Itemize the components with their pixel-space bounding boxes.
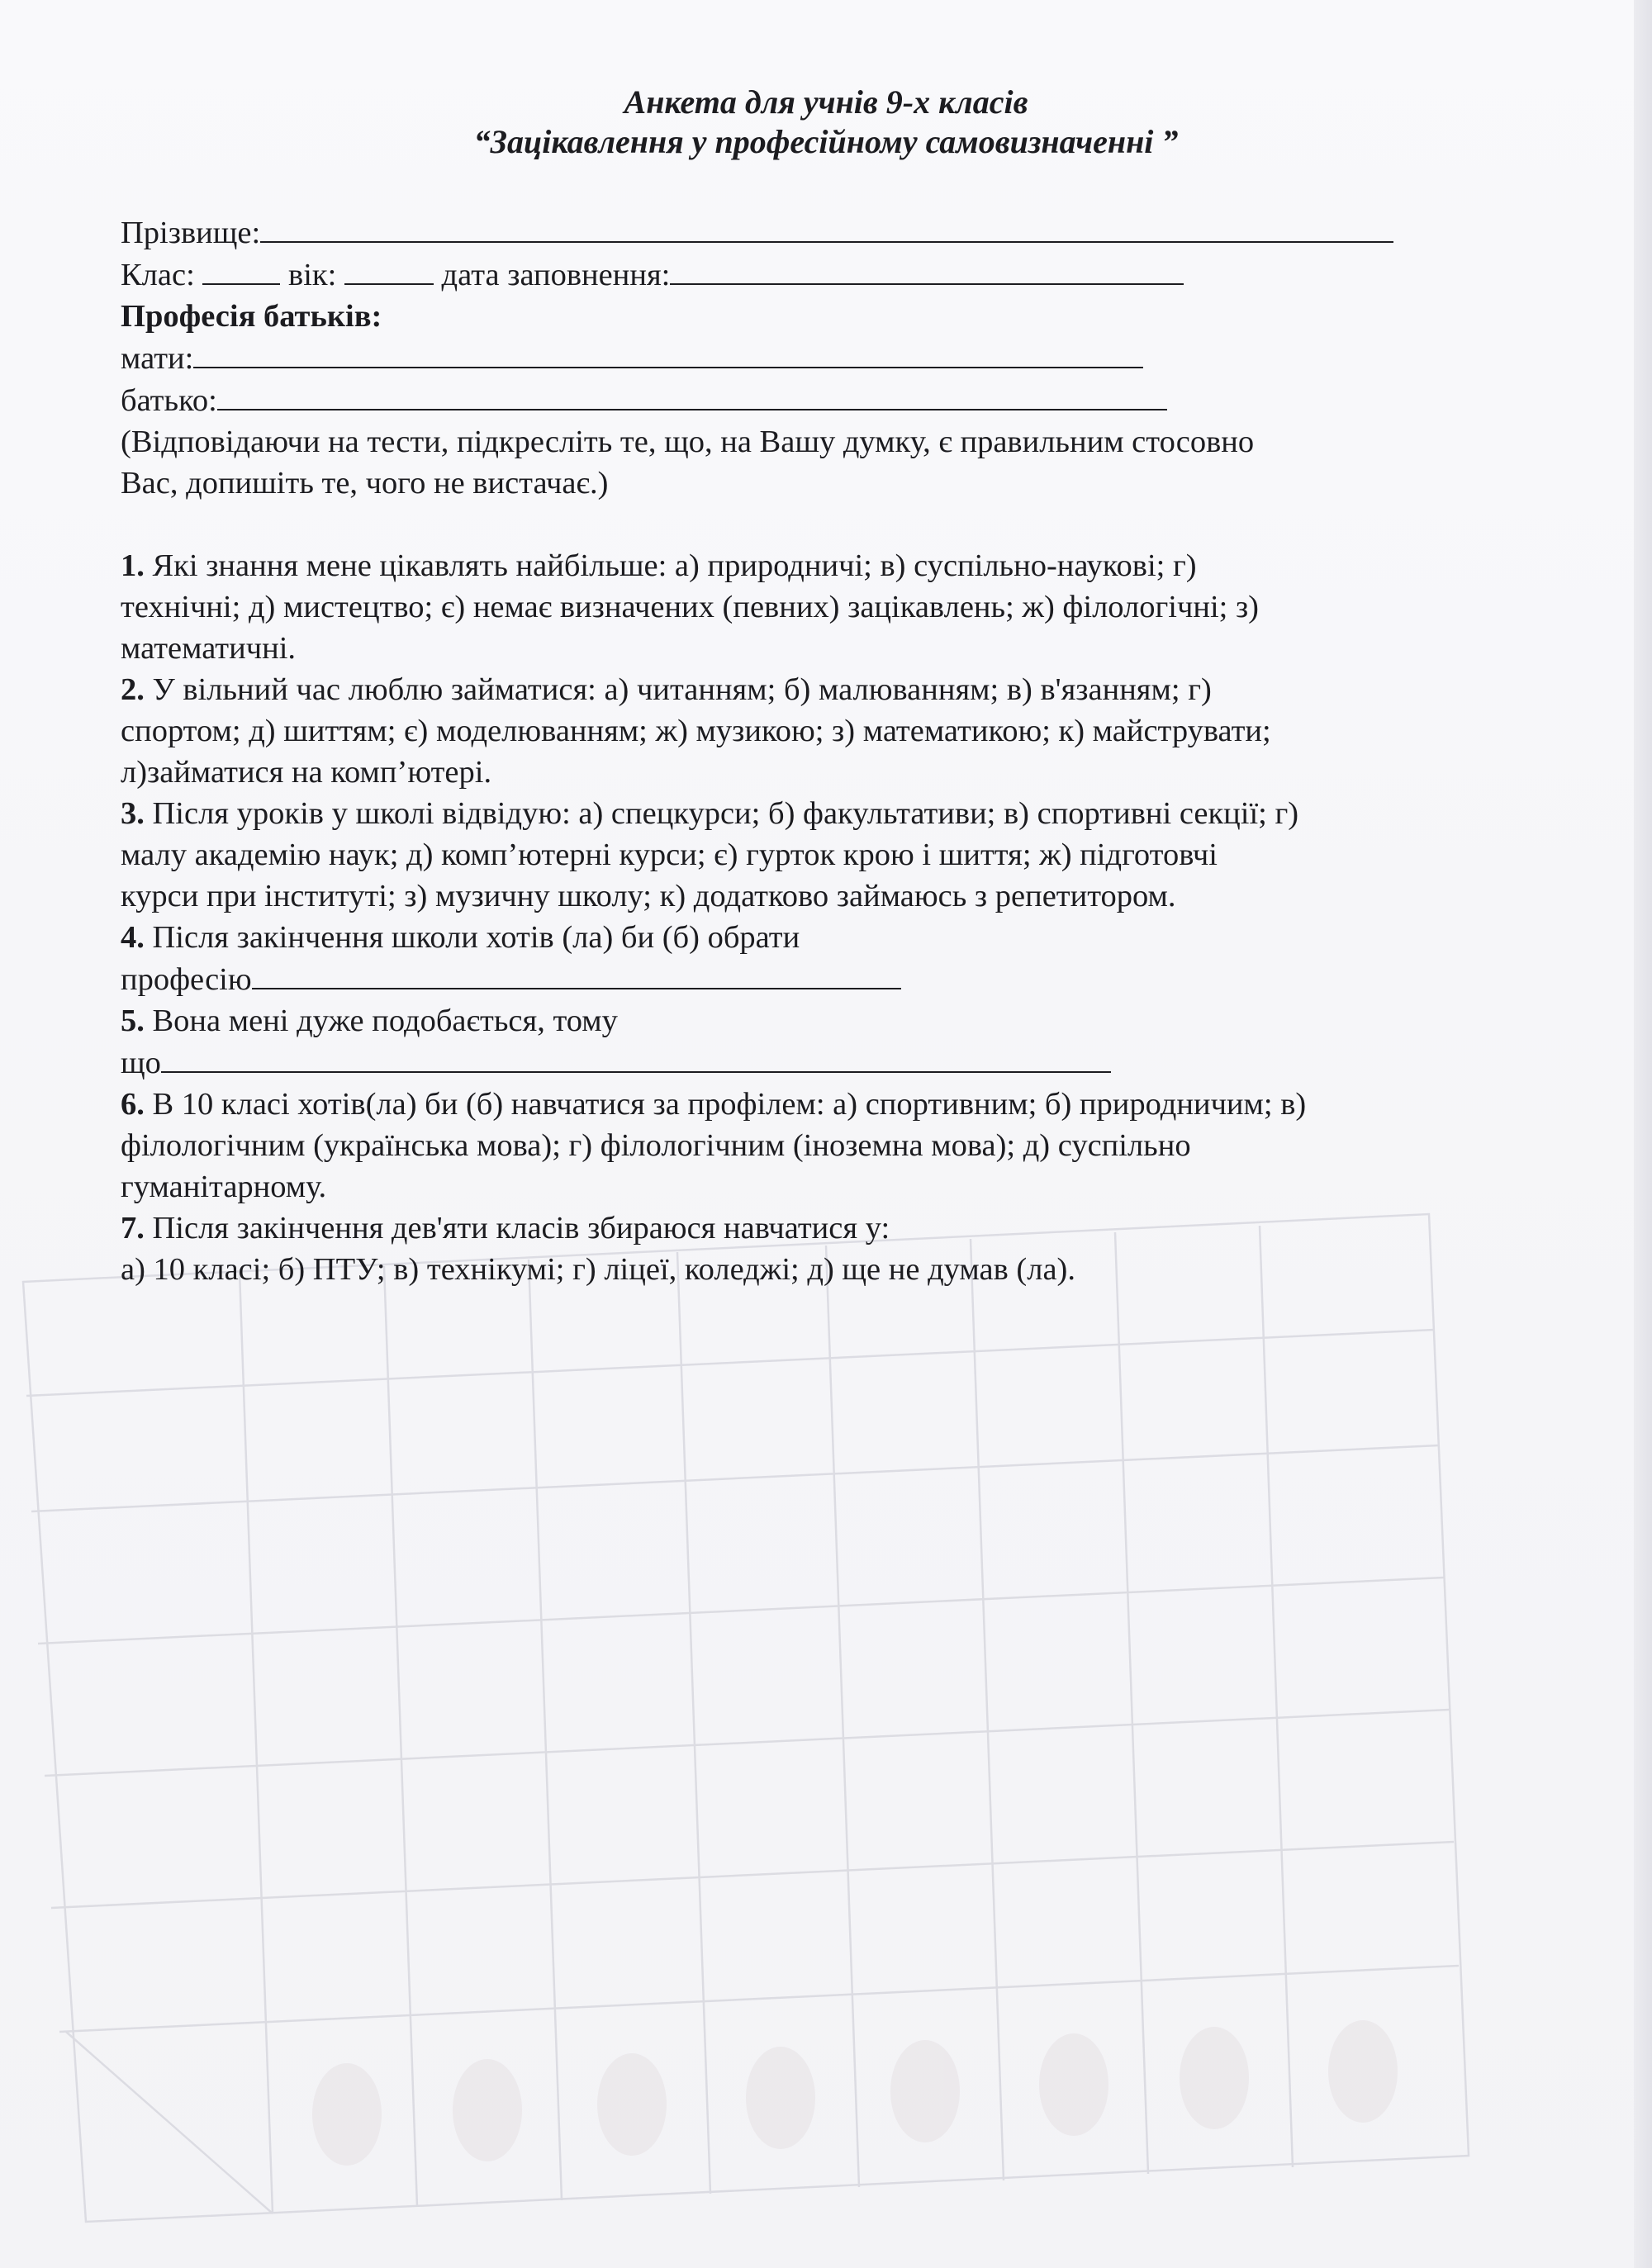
question-number: 7. [121, 1211, 145, 1246]
form-body [121, 211, 1558, 1290]
question-line: гуманітарному. [121, 1170, 327, 1204]
question-line: л)займатися на комп’ютері. [121, 755, 492, 790]
question-line: математичні. [121, 631, 297, 666]
question-line: курси при інституті; з) музичну школу; к) додатково займаюсь з репетитором. [121, 879, 1176, 913]
profession-field[interactable] [252, 958, 901, 989]
class-age-date-row [121, 254, 1558, 296]
age-field[interactable] [344, 254, 434, 285]
parents-heading: Професія батьків: [121, 299, 382, 334]
instructions-line: (Відповідаючи на тести, підкресліть те, що, на Вашу думку, є правильним стосовно [121, 425, 1255, 459]
surname-label: Прізвище: [121, 216, 261, 250]
mother-row [121, 337, 1558, 379]
question-number: 4. [121, 920, 145, 955]
age-label: вік: [288, 258, 337, 292]
mother-field[interactable] [193, 337, 1143, 368]
surname-row [121, 211, 1558, 254]
question-number: 6. [121, 1087, 145, 1122]
father-label: батько: [121, 383, 217, 418]
question-4: 4. Після закінчення школи хотів (ла) би (б) обрати [121, 920, 800, 955]
form-title: Анкета для учнів 9-х класів [624, 83, 1028, 121]
surname-field[interactable] [260, 211, 1393, 243]
question-number: 5. [121, 1004, 145, 1038]
instructions-line: Вас, допишіть те, чого не вистачає.) [121, 466, 609, 501]
question-number: 3. [121, 796, 145, 831]
class-label: Клас: [121, 258, 195, 292]
question-7: 7. Після закінчення дев'яти класів збираюся навчатися у: [121, 1211, 890, 1246]
question-line: спортом; д) шиттям; є) моделюванням; ж) музикою; з) математикою; к) майструвати; [121, 714, 1271, 748]
question-3: 3. Після уроків у школі відвідую: а) спецкурси; б) факультативи; в) спортивні секції; г) [121, 796, 1299, 831]
question-number: 1. [121, 548, 145, 583]
question-number: 2. [121, 672, 145, 707]
form-subtitle: “Зацікавлення у професійному самовизначенні ” [473, 123, 1179, 160]
question-line: філологічним (українська мова); г) філологічним (іноземна мова); д) суспільно [121, 1128, 1191, 1163]
date-label: дата заповнення: [441, 258, 671, 292]
reason-field[interactable] [161, 1041, 1111, 1073]
question-2: 2. У вільний час люблю займатися: а) читанням; б) малюванням; в) в'язанням; г) [121, 672, 1212, 707]
question-5: 5. Вона мені дуже подобається, тому [121, 1004, 618, 1038]
question-5-answer-row: що [121, 1041, 1558, 1084]
date-field[interactable] [670, 254, 1184, 285]
question-6: 6. В 10 класі хотів(ла) би (б) навчатися за профілем: а) спортивним; б) природничим; в) [121, 1087, 1307, 1122]
mother-label: мати: [121, 341, 194, 376]
question-1: 1. Які знання мене цікавлять найбільше: а) природничі; в) суспільно-наукові; г) [121, 548, 1197, 583]
scan-edge [1634, 0, 1652, 2268]
class-field[interactable] [202, 254, 280, 285]
question-4-answer-row: професію [121, 958, 1558, 1000]
question-line: а) 10 класі; б) ПТУ; в) технікумі; г) ліцеї, коледжі; д) ще не думав (ла). [121, 1252, 1075, 1287]
father-field[interactable] [217, 379, 1167, 410]
question-line: малу академію наук; д) комп’ютерні курси; є) гурток крою і шиття; ж) підготовчі [121, 837, 1218, 872]
question-line: технічні; д) мистецтво; є) немає визначених (певних) зацікавлень; ж) філологічні; з) [121, 590, 1259, 624]
father-row [121, 379, 1558, 421]
